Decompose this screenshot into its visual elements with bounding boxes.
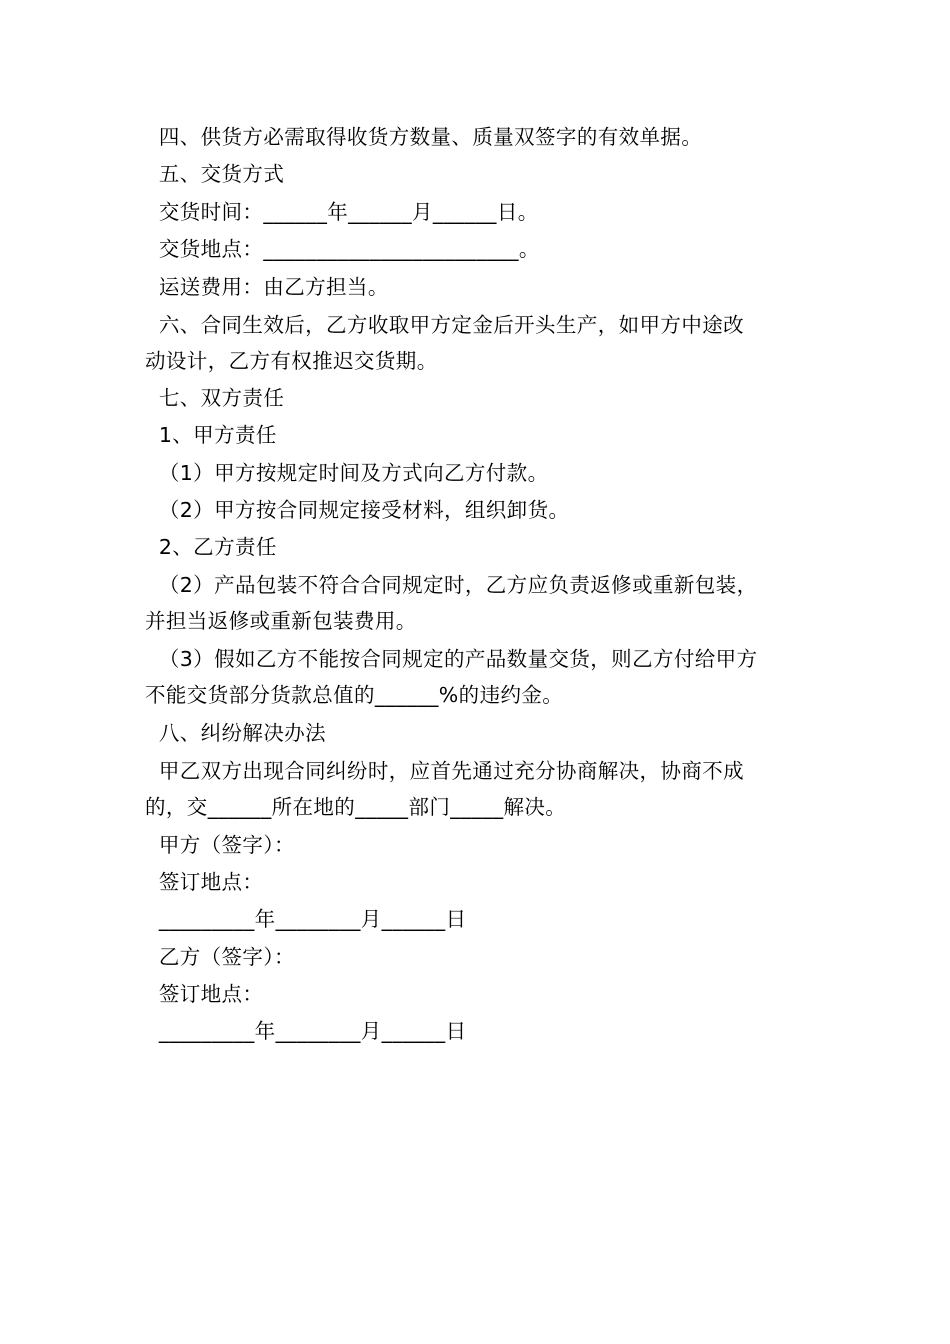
party-b-duty-3-line2: 不能交货部分货款总值的______%的违约金。	[145, 683, 564, 707]
dispute-text-line1: 甲乙双方出现合同纠纷时，应首先通过充分协商解决，协商不成	[145, 759, 745, 783]
clause-4-text: 四、供货方必需取得收货方数量、质量双签字的有效单据。	[145, 125, 703, 149]
party-a-signing-date: _________年________月______日	[145, 907, 467, 931]
party-b-signature: 乙方（签字）：	[145, 945, 295, 969]
clause-6-text-line2: 动设计，乙方有权推迟交货期。	[145, 349, 438, 373]
party-b-signing-place: 签订地点：	[145, 982, 264, 1006]
party-b-duty-3-line1: （3）假如乙方不能按合同规定的产品数量交货，则乙方付给甲方	[145, 647, 758, 671]
party-b-duty-2-line2: 并担当返修或重新包装费用。	[145, 609, 417, 633]
party-a-duty-2: （2）甲方按合同规定接受材料，组织卸货。	[145, 498, 570, 522]
party-a-duties-heading: 1、甲方责任	[145, 423, 277, 447]
clause-8-heading: 八、纠纷解决办法	[145, 721, 327, 745]
clause-6-text-line1: 六、合同生效后，乙方收取甲方定金后开头生产，如甲方中途改	[145, 313, 745, 337]
party-b-duty-2-line1: （2）产品包装不符合合同规定时，乙方应负责返修或重新包装，	[145, 573, 758, 597]
clause-5-heading: 五、交货方式	[145, 162, 285, 186]
party-b-duties-heading: 2、乙方责任	[145, 535, 277, 559]
shipping-cost-text: 运送费用：由乙方担当。	[145, 275, 389, 299]
delivery-time-field: 交货时间：______年______月______日。	[145, 200, 539, 224]
delivery-place-field: 交货地点：________________________。	[145, 237, 540, 261]
party-a-duty-1: （1）甲方按规定时间及方式向乙方付款。	[145, 461, 549, 485]
party-b-signing-date: _________年________月______日	[145, 1019, 467, 1043]
party-a-signature: 甲方（签字）：	[145, 833, 295, 857]
party-a-signing-place: 签订地点：	[145, 870, 264, 894]
dispute-text-line2: 的，交______所在地的_____部门_____解决。	[145, 795, 567, 819]
clause-7-heading: 七、双方责任	[145, 386, 285, 410]
